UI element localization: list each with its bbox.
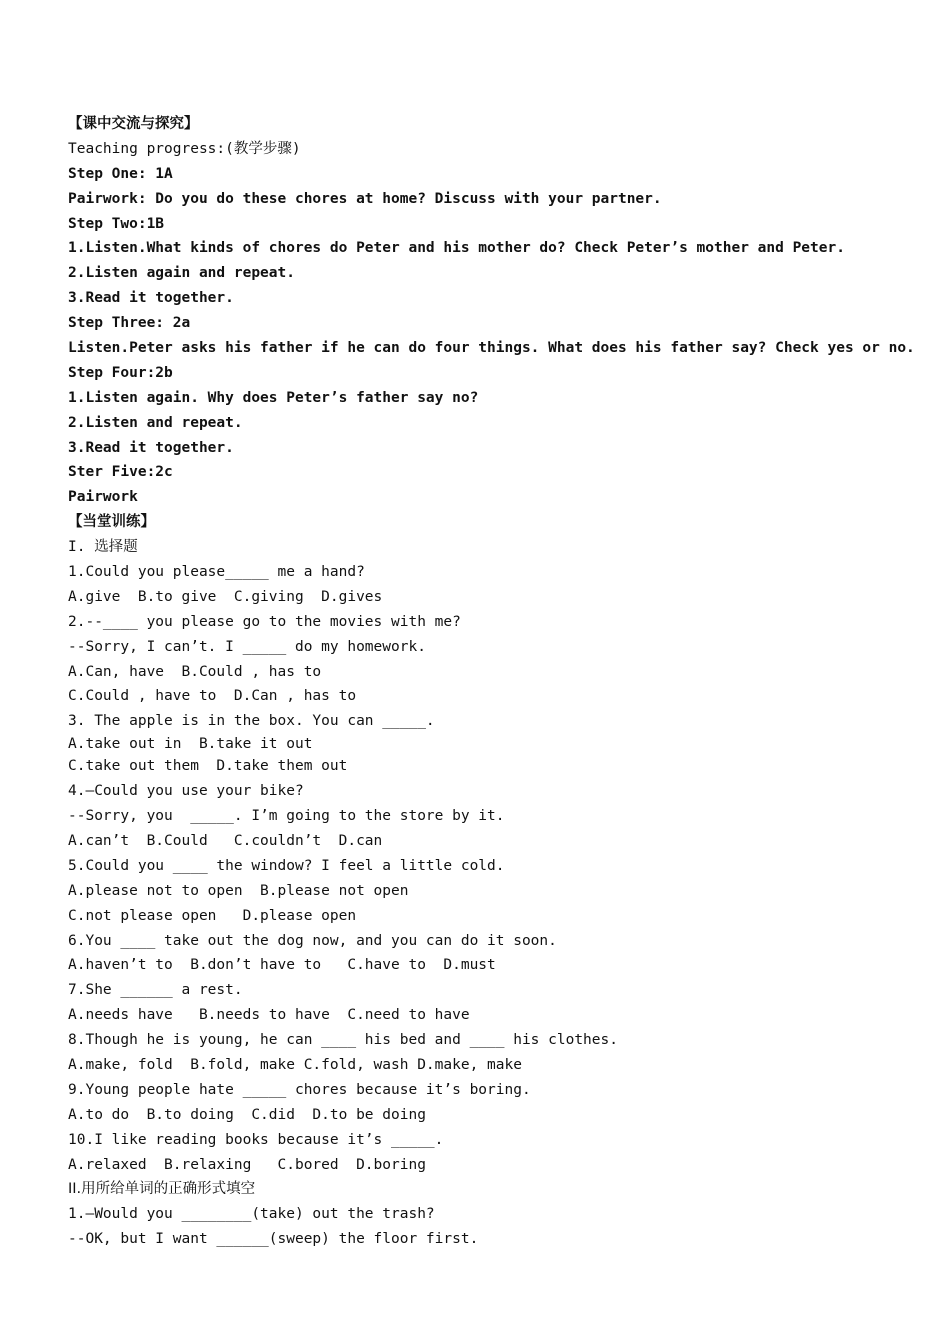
text-line: A.please not to open B.please not open bbox=[68, 882, 409, 899]
text-line: 2.--____ you please go to the movies with me? bbox=[68, 613, 461, 630]
text-line: C.Could , have to D.Can , has to bbox=[68, 688, 357, 705]
text-line: II.用所给单词的正确形式填空 bbox=[68, 1181, 256, 1198]
text-line: 8.Though he is young, he can ____ his bed and ____ his clothes. bbox=[68, 1032, 618, 1049]
text-line: A.make, fold B.fold, make C.fold, wash D.make, make bbox=[68, 1056, 522, 1073]
text-line: 6.You ____ take out the dog now, and you can do it soon. bbox=[68, 932, 557, 949]
text-line: Step Two:1B bbox=[68, 215, 165, 232]
text-line: Teaching progress:(教学步骤) bbox=[68, 140, 301, 157]
text-line: Step One: 1A bbox=[68, 165, 173, 182]
text-line: 1.Listen again. Why does Peter’s father say no? bbox=[68, 389, 479, 406]
text-line: 7.She ______ a rest. bbox=[68, 982, 243, 999]
text-line: Listen.Peter asks his father if he can do four things. What does his father say? Check yes or no. bbox=[68, 340, 915, 357]
text-line: 3.Read it together. bbox=[68, 290, 234, 307]
text-line: 3. The apple is in the box. You can _____. bbox=[68, 713, 435, 730]
text-line: --OK, but I want ______(sweep) the floor first. bbox=[68, 1231, 479, 1248]
text-line: A.take out in B.take it out bbox=[68, 736, 313, 753]
text-line: 10.I like reading books because it’s _____. bbox=[68, 1131, 444, 1148]
text-line: --Sorry, I can’t. I _____ do my homework. bbox=[68, 638, 426, 655]
text-line: C.not please open D.please open bbox=[68, 907, 357, 924]
text-line: A.relaxed B.relaxing C.bored D.boring bbox=[68, 1156, 426, 1173]
text-line: Step Four:2b bbox=[68, 364, 173, 381]
text-line: 1.—Would you ________(take) out the trash? bbox=[68, 1206, 435, 1223]
text-line: I. 选择题 bbox=[68, 539, 138, 556]
text-line: Ster Five:2c bbox=[68, 464, 173, 481]
text-line: 【课中交流与探究】 bbox=[68, 116, 199, 132]
text-line: 9.Young people hate _____ chores because it’s boring. bbox=[68, 1081, 531, 1098]
text-line: 3.Read it together. bbox=[68, 439, 234, 456]
text-line: A.give B.to give C.giving D.gives bbox=[68, 588, 383, 605]
text-line: 1.Listen.What kinds of chores do Peter and his mother do? Check Peter’s mother and Peter. bbox=[68, 240, 845, 257]
text-line: 5.Could you ____ the window? I feel a little cold. bbox=[68, 857, 505, 874]
text-line: A.needs have B.needs to have C.need to have bbox=[68, 1007, 470, 1024]
text-line: A.can’t B.Could C.couldn’t D.can bbox=[68, 832, 383, 849]
text-line: A.to do B.to doing C.did D.to be doing bbox=[68, 1106, 426, 1123]
text-line: 【当堂训练】 bbox=[68, 514, 155, 531]
text-line: Step Three: 2a bbox=[68, 315, 191, 332]
text-line: --Sorry, you _____. I’m going to the store by it. bbox=[68, 808, 505, 825]
text-line: A.haven’t to B.don’t have to C.have to D.must bbox=[68, 957, 496, 974]
text-line: Pairwork bbox=[68, 489, 138, 506]
text-line: 2.Listen again and repeat. bbox=[68, 265, 295, 282]
text-line: 2.Listen and repeat. bbox=[68, 414, 243, 431]
text-line: 4.—Could you use your bike? bbox=[68, 783, 304, 800]
text-line: C.take out them D.take them out bbox=[68, 758, 348, 775]
text-line: 1.Could you please_____ me a hand? bbox=[68, 564, 365, 581]
worksheet-page bbox=[68, 112, 915, 1252]
text-line: Pairwork: Do you do these chores at home? Discuss with your partner. bbox=[68, 190, 662, 207]
text-line: A.Can, have B.Could , has to bbox=[68, 663, 322, 680]
